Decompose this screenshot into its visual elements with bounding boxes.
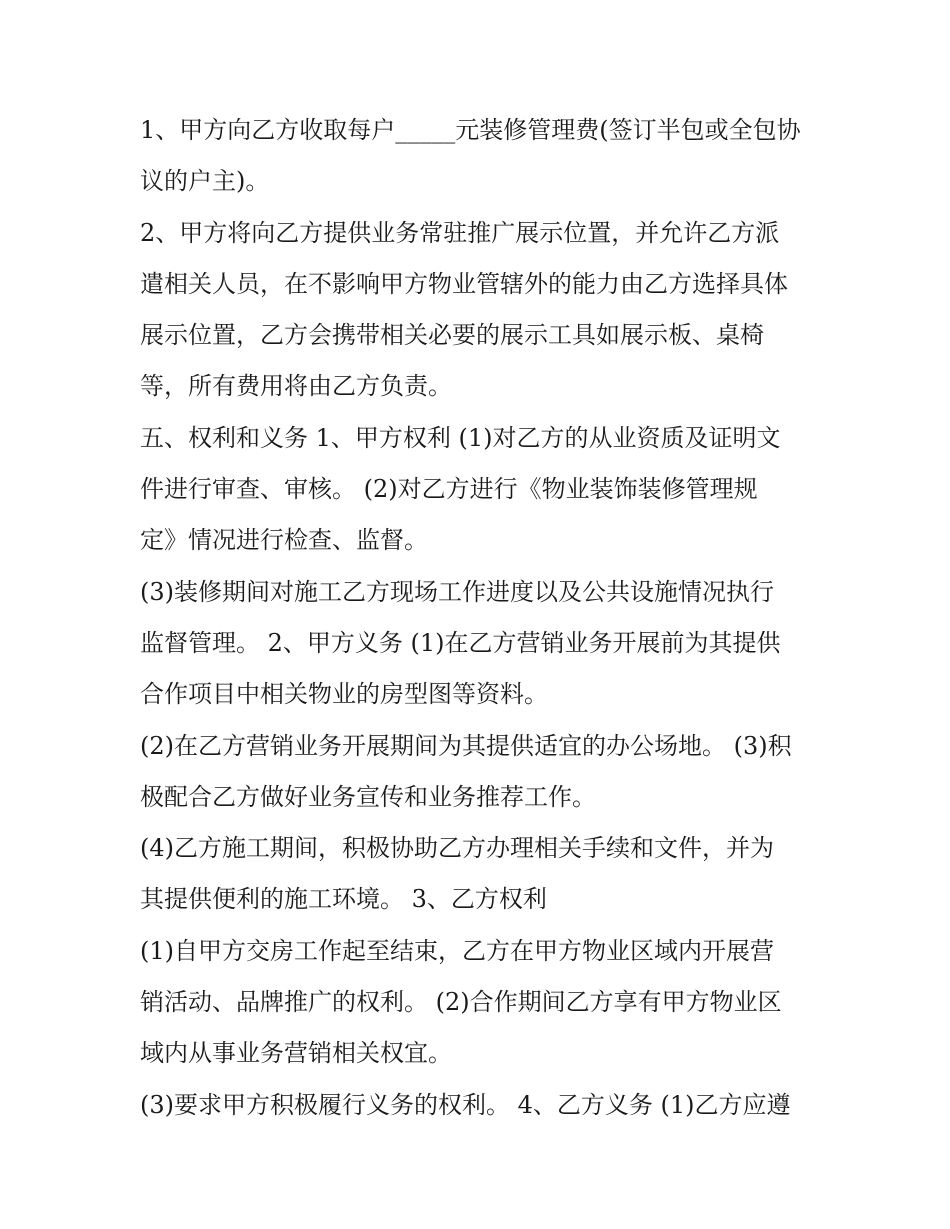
- text-line: 合作项目中相关物业的房型图等资料。: [140, 680, 548, 709]
- text-line: 销活动、品牌推广的权利。 (2)合作期间乙方享有甲方物业区: [140, 988, 782, 1017]
- text-line: 件进行审查、审核。 (2)对乙方进行《物业装饰装修管理规: [140, 475, 758, 504]
- text-line: 1、甲方向乙方收取每户_____元装修管理费(签订半包或全包协: [140, 116, 801, 144]
- text-line: 五、权利和义务 1、甲方权利 (1)对乙方的从业资质及证明文: [140, 423, 781, 452]
- text-line: 监督管理。 2、甲方义务 (1)在乙方营销业务开展前为其提供: [140, 628, 781, 657]
- text-line: (3)装修期间对施工乙方现场工作进度以及公共设施情况执行: [140, 577, 774, 606]
- text-line: 2、甲方将向乙方提供业务常驻推广展示位置，并允许乙方派: [140, 218, 780, 247]
- text-line: 议的户主)。: [140, 167, 270, 196]
- text-line: 展示位置，乙方会携带相关必要的展示工具如展示板、桌椅: [140, 321, 764, 350]
- text-line: (1)自甲方交房工作起至结束，乙方在甲方物业区域内开展营: [140, 936, 774, 965]
- text-line: (2)在乙方营销业务开展期间为其提供适宜的办公场地。 (3)积: [140, 731, 792, 760]
- text-line: 域内从事业务营销相关权宜。: [140, 1039, 452, 1068]
- text-line: 其提供便利的施工环境。 3、乙方权利: [140, 885, 547, 914]
- text-line: 极配合乙方做好业务宣传和业务推荐工作。: [140, 782, 596, 811]
- text-line: 等，所有费用将由乙方负责。: [140, 372, 452, 401]
- text-line: (4)乙方施工期间，积极协助乙方办理相关手续和文件，并为: [140, 834, 774, 863]
- text-line: (3)要求甲方积极履行义务的权利。 4、乙方义务 (1)乙方应遵: [140, 1090, 791, 1119]
- text-line: 定》情况进行检查、监督。: [140, 526, 428, 555]
- body-text: [140, 105, 820, 1131]
- text-line: 遣相关人员，在不影响甲方物业管辖外的能力由乙方选择具体: [140, 269, 788, 298]
